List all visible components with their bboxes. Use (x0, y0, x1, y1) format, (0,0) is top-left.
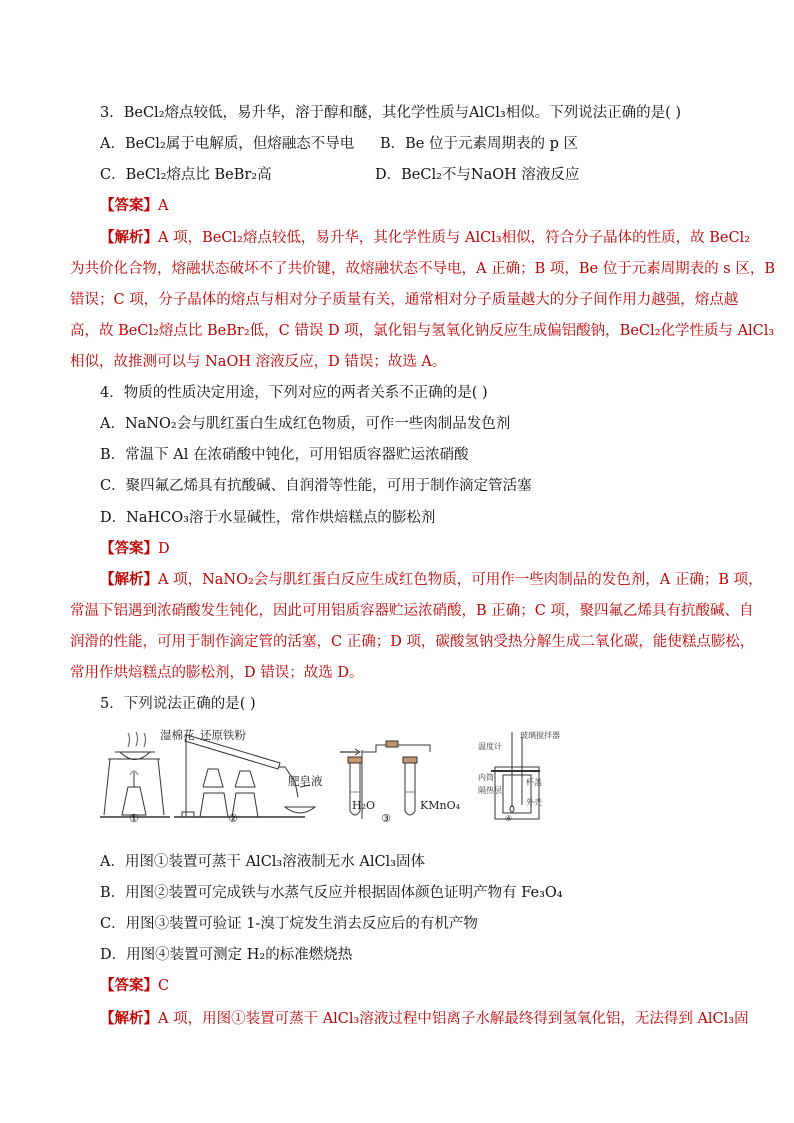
label-kmno4: KMnO₄ (420, 799, 460, 812)
q3-analysis-line-3: 错误；C 项，分子晶体的熔点与相对分子质量有关，通常相对分子质量越大的分子间作用力越强，熔点越 (70, 292, 739, 308)
q4-analysis-line-1: 【解析】A 项，NaNO₂会与肌红蛋白反应生成红色物质，可用作一些肉制品的发色剂，A 正确；B 项， (100, 571, 763, 588)
analysis-tag: 【解析】 (100, 229, 158, 246)
q5-stem: 5．下列说法正确的是( ) (100, 696, 256, 712)
q5-analysis-line-1: 【解析】A 项，用图①装置可蒸干 AlCl₃溶液过程中铝离子水解最终得到氢氧化铝，无法得到 AlCl₃固 (100, 1010, 749, 1027)
answer-value: C (158, 978, 170, 994)
answer-value: D (158, 541, 170, 557)
label-inner: 内筒 (478, 773, 494, 782)
label-cotton: 湿棉花 (160, 728, 195, 742)
q3-stem: 3．BeCl₂熔点较低，易升华，溶于醇和醚，其化学性质与AlCl₃相似。下列说法正确的是( ) (100, 105, 682, 121)
q4-option-d: D．NaHCO₃溶于水显碱性，常作烘焙糕点的膨松剂 (100, 510, 436, 526)
q4-analysis-line-3: 润滑的性能，可用于制作滴定管的活塞，C 正确；D 项，碳酸氢钠受热分解生成二氧化碳，能使糕点膨松， (70, 634, 755, 650)
q4-option-b: B．常温下 Al 在浓硝酸中钝化，可用铝质容器贮运浓硝酸 (100, 447, 469, 463)
analysis-tag: 【解析】 (100, 571, 158, 588)
figure-label-1: ① (129, 812, 139, 825)
answer-tag: 【答案】 (100, 540, 158, 557)
q4-analysis-line-2: 常温下铝遇到浓硝酸发生钝化，因此可用铝质容器贮运浓硝酸，B 正确；C 项，聚四氟乙烯具有抗酸碱、自 (70, 603, 754, 619)
label-water: H₂O (352, 799, 376, 812)
q5-answer (100, 976, 169, 996)
q5-option-b: B．用图②装置可完成铁与水蒸气反应并根据固体颜色证明产物有 Fe₃O₄ (100, 885, 563, 901)
label-insulation: 隔热层 (478, 786, 502, 795)
q4-stem: 4．物质的性质决定用途，下列对应的两者关系不正确的是( ) (100, 385, 488, 401)
q3-analysis-line-1: 【解析】A 项，BeCl₂熔点较低，易升华，其化学性质与 AlCl₃相似，符合分子晶体的性质，故 BeCl₂ (100, 229, 751, 246)
q3-answer (100, 196, 168, 216)
figure-label-2: ② (228, 812, 238, 825)
q3-option-a: A．BeCl₂属于电解质，但熔融态不导电 (100, 136, 355, 152)
figure-label-4: ④ (505, 814, 513, 823)
q5-option-a: A．用图①装置可蒸干 AlCl₃溶液制无水 AlCl₃固体 (100, 854, 425, 870)
q3-analysis-line-4: 高，故 BeCl₂熔点比 BeBr₂低，C 错误 D 项，氯化铝与氢氧化钠反应生成偏铝酸钠，BeCl₂化学性质与 AlCl₃ (70, 323, 775, 339)
q4-analysis-line-4: 常用作烘焙糕点的膨松剂，D 错误；故选 D。 (70, 665, 364, 681)
apparatus-figure (100, 727, 560, 825)
q3-option-b: B．Be 位于元素周期表的 p 区 (380, 136, 579, 152)
answer-value: A (158, 198, 169, 214)
q4-option-c: C．聚四氟乙烯具有抗酸碱、自润滑等性能，可用于制作滴定管活塞 (100, 478, 532, 494)
figure-label-3: ③ (381, 812, 391, 825)
label-thermometer: 温度计 (478, 742, 502, 751)
label-soap: 肥皂液 (288, 774, 323, 788)
label-stirrer: 玻璃搅拌器 (520, 731, 560, 740)
answer-tag: 【答案】 (100, 197, 158, 214)
q4-answer (100, 539, 170, 559)
q3-option-c: C．BeCl₂熔点比 BeBr₂高 (100, 167, 272, 183)
q5-option-c: C．用图③装置可验证 1-溴丁烷发生消去反应后的有机产物 (100, 916, 478, 932)
q3-analysis-line-2: 为共价化合物，熔融状态破坏不了共价键，故熔融状态不导电，A 正确；B 项，Be 位于元素周期表的 s 区，B (70, 261, 776, 277)
q4-option-a: A．NaNO₂会与肌红蛋白生成红色物质，可作一些肉制品发色剂 (100, 416, 511, 432)
q3-option-d: D．BeCl₂不与NaOH 溶液反应 (375, 167, 580, 183)
label-iron: 还原铁粉 (200, 728, 246, 742)
q3-analysis-line-5: 相似，故推测可以与 NaOH 溶液反应，D 错误；故选 A。 (70, 354, 447, 370)
answer-tag: 【答案】 (100, 977, 158, 994)
label-shell: 外壳 (526, 798, 542, 807)
analysis-tag: 【解析】 (100, 1010, 158, 1027)
q5-option-d: D．用图④装置可测定 H₂的标准燃烧热 (100, 947, 353, 963)
label-lid: 杯盖 (526, 778, 542, 787)
